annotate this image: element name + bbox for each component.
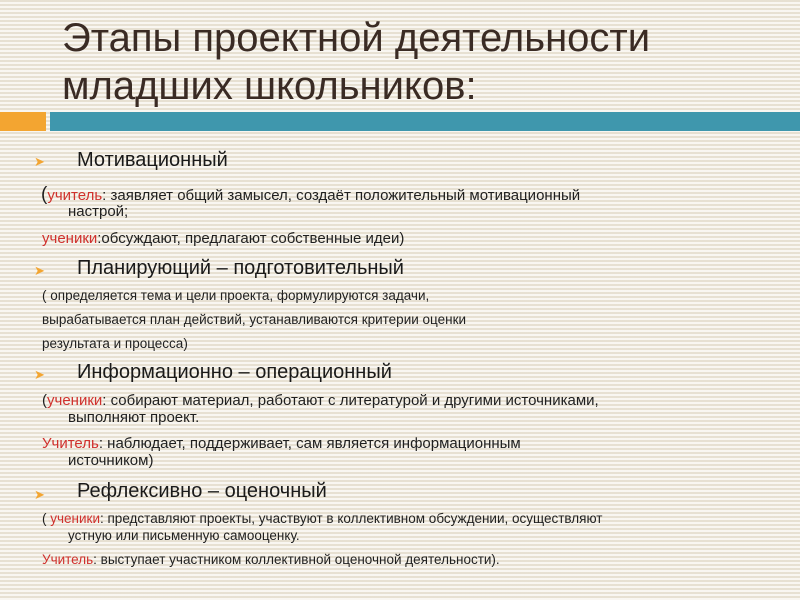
stage-4-detail-1: ( ученики: представляют проекты, участвуют в коллективном обсуждении, осуществляют: [42, 511, 603, 526]
stage-2-detail-3: результата и процесса): [42, 336, 188, 351]
title-line-2: младших школьников:: [62, 64, 477, 108]
stage-1-detail-1: (учитель: заявляет общий замысел, создаёт положительный мотивационный: [41, 184, 581, 205]
stage-4-title: Рефлексивно – оценочный: [77, 480, 327, 502]
role-label: Учитель: [42, 552, 94, 567]
role-label: ученики: [50, 511, 100, 526]
title-line-1: Этапы проектной деятельности: [62, 16, 651, 60]
stage-3-detail-3: Учитель: наблюдает, поддерживает, сам является информационным: [42, 435, 521, 452]
arrow-bullet-icon: ➤: [34, 488, 45, 503]
arrow-bullet-icon: ➤: [34, 155, 45, 170]
stage-2-detail-1: ( определяется тема и цели проекта, формулируются задачи,: [42, 288, 430, 303]
stage-1-detail-3: ученики:обсуждают, предлагают собственные идеи): [42, 230, 405, 247]
arrow-bullet-icon: ➤: [34, 264, 45, 279]
stage-4-detail-2: устную или письменную самооценку.: [68, 528, 300, 543]
stage-1-title: Мотивационный: [77, 149, 228, 171]
role-label: ученики: [42, 230, 98, 247]
stage-3-detail-2: выполняют проект.: [68, 409, 200, 426]
stage-2-detail-2: вырабатывается план действий, устанавливаются критерии оценки: [42, 312, 467, 327]
stage-3-title: Информационно – операционный: [77, 361, 392, 383]
stage-1-detail-2: настрой;: [68, 203, 129, 220]
role-label: Учитель: [42, 435, 99, 452]
stage-3-detail-1: (ученики: собирают материал, работают с литературой и другими источниками,: [42, 392, 599, 409]
stage-2-title: Планирующий – подготовительный: [77, 257, 404, 279]
arrow-bullet-icon: ➤: [34, 368, 45, 383]
role-label: учитель: [47, 187, 103, 204]
role-label: ученики: [47, 392, 103, 409]
stage-3-detail-4: источником): [68, 452, 154, 469]
stage-4-detail-3: Учитель: выступает участником коллективной оценочной деятельности).: [42, 552, 500, 567]
